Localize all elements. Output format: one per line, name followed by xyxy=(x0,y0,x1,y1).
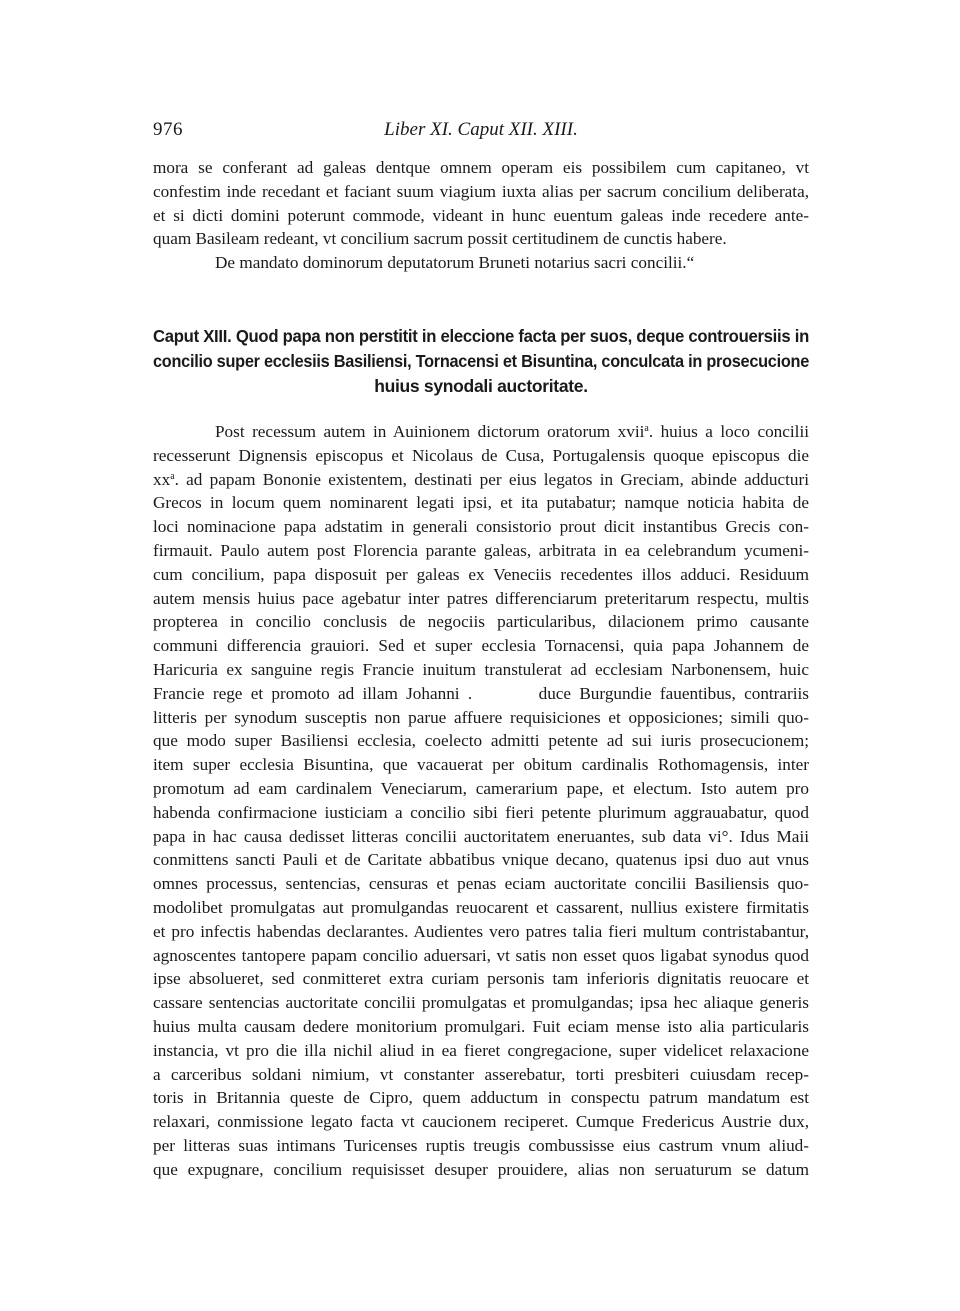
text-line: que modo super Basiliensi ecclesia, coelecto admitti petente ad sui iuris prosecucionem; xyxy=(153,731,809,751)
text-line: firmauit. Paulo autem post Florencia parante galeas, arbitrata in ea celebrandum ycumeni- xyxy=(153,540,809,560)
text-line: litteris per synodum susceptis non parue affuere requisiciones et opposiciones; simili quo- xyxy=(153,707,809,727)
text-line: autem mensis huius pace agebatur inter patres differenciarum preteritarum respectu, multis xyxy=(153,588,809,608)
text-line: communi differencia grauiori. Sed et super ecclesia Tornacensi, quia papa Johannem de xyxy=(153,636,809,656)
chapter-heading-line: concilio super ecclesiis Basiliensi, Tornacensi et Bisuntina, conculcata in prosecucione xyxy=(153,351,809,371)
text-line: conmittens sancti Pauli et de Caritate abbatibus vnique decano, quatenus ipsi duo aut vnus xyxy=(153,850,809,870)
text-line: et pro infectis habendas declarantes. Audientes vero patres talia fieri multum contristabantur, xyxy=(153,921,809,941)
text-line: huius multa causam dedere monitorium promulgari. Fuit eciam mense isto alia particularis xyxy=(153,1016,809,1036)
chapter-body xyxy=(153,420,809,1182)
text-line: item super ecclesia Bisuntina, que vacauerat per obitum cardinalis Rothomagensis, inter xyxy=(153,755,809,775)
text-line: mora se conferant ad galeas dentque omnem operam eis possibilem cum capitaneo, vt xyxy=(153,158,809,177)
text-line: confestim inde recedant et faciant suum viagium iuxta alias per sacrum concilium deliberata, xyxy=(153,181,809,201)
text-line: Post recessum autem in Auinionem dictorum oratorum xvii$^a$. huius a loco concilii xyxy=(215,422,809,441)
text-line: habenda confirmacione iusticiam a concilio sibi fieri petente plurimum aggrauabatur, quod xyxy=(153,802,809,822)
text-line: Francie rege et promoto ad illam Johanni . duce Burgundie fauentibus, contrariis xyxy=(153,683,809,703)
text-line: propterea in concilio conclusis de negociis particularibus, dilacionem primo causante xyxy=(153,612,809,632)
text-line: cum concilium, papa disposuit per galeas ex Veneciis recedentes illos adduci. Residuum xyxy=(153,564,809,584)
text-line: Grecos in locum quem nominarent legati ipsi, et ita putabatur; namque noticia habita de xyxy=(153,493,809,513)
text-line: $xx^a$. ad papam Bononie existentem, destinati per eius legatos in Greciam, abinde adducturi xyxy=(153,469,809,489)
chapter-heading xyxy=(153,324,809,399)
text-line: per litteras suas intimans Turicenses ruptis treugis combussisse eius castrum vnum aliud- xyxy=(153,1135,809,1155)
text-line: relaxari, conmissione legato facta vt caucionem reciperet. Cumque Fredericus Austrie dux, xyxy=(153,1112,809,1132)
page-number: 976 xyxy=(153,119,183,140)
text-line: Haricuria ex sanguine regis Francie inuitum transtulerat ad ecclesiam Narbonensem, huic xyxy=(153,659,809,679)
text-line: loci nominacione papa adstatim in generali consistorio prout dicit instantibus Grecis con- xyxy=(153,517,809,537)
text-line: ipse absolueret, sed conmitteret extra curiam personis tam inferioris dignitatis reuocare et xyxy=(153,969,809,989)
text-line: omnes processus, sentencias, censuras et penas eciam auctoritate concilii Basiliensis quo- xyxy=(153,874,809,894)
continuation-paragraph xyxy=(153,156,809,275)
text-line: recesserunt Dignensis episcopus et Nicolaus de Cusa, Portugalensis quoque episcopus die xyxy=(153,445,809,465)
text-line: quam Basileam redeant, vt concilium sacrum possit certitudinem de cunctis habere. xyxy=(153,229,727,249)
text-line: que expugnare, concilium requisisset desuper prouidere, alias non seruaturum se datum xyxy=(153,1159,809,1179)
text-line: cassare sentencias auctoritate concilii promulgatas et promulgandas; ipsa hec aliaque generis xyxy=(153,993,809,1013)
text-line: instancia, vt pro die illa nichil aliud in ea fieret congregacione, super videlicet relaxacione xyxy=(153,1040,809,1060)
text-line: a carceribus soldani nimium, vt constanter asserebatur, torti presbiteri cuiusdam recep- xyxy=(153,1064,809,1084)
chapter-heading-line: Caput XIII. Quod papa non perstitit in eleccione facta per suos, deque controuersiis in xyxy=(153,326,809,346)
text-line: modolibet promulgatas aut promulgandas reuocarent et cassarent, nullius existere firmitatis xyxy=(153,897,809,917)
text-line: et si dicti domini poterunt commode, videant in hunc euentum galeas inde recedere ante- xyxy=(153,205,809,225)
notary-subscription: De mandato dominorum deputatorum Bruneti notarius sacri concilii.“ xyxy=(215,253,695,273)
text-line: papa in hac causa dedisset litteras concilii auctoritatem eneruantes, sub data vi°. Idus Maii xyxy=(153,826,809,846)
text-line: toris in Britannia queste de Cipro, quem adductum in conspectu patrum mandatum est xyxy=(153,1088,809,1108)
text-line: promotum ad eam cardinalem Veneciarum, camerarium pape, et electum. Isto autem pro xyxy=(153,778,809,798)
running-title: Liber XI. Caput XII. XIII. xyxy=(384,119,578,140)
chapter-heading-line: huius synodali auctoritate. xyxy=(374,376,588,396)
running-head xyxy=(153,116,809,144)
text-line: agnoscentes tantopere papam concilio aduersari, vt satis non esset quos ligabat synodus quod xyxy=(153,945,809,965)
